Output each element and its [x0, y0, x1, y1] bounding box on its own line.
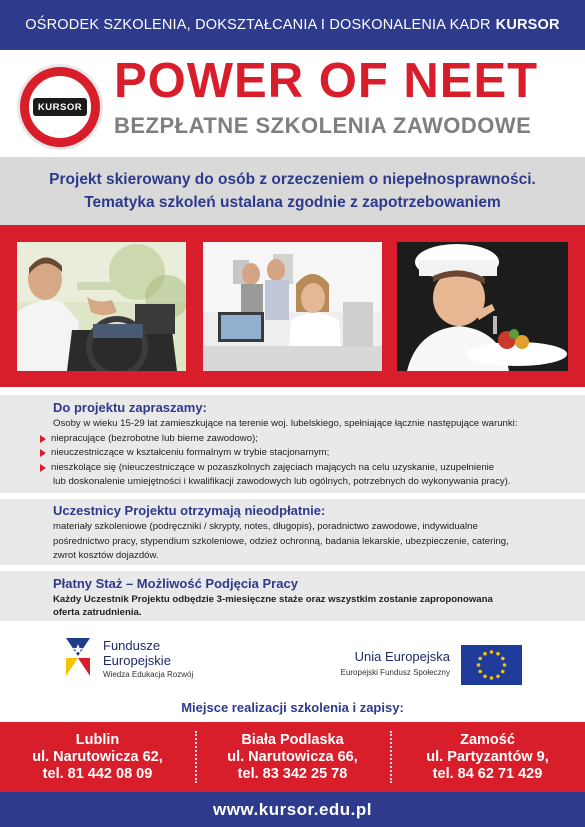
website-link[interactable]: www.kursor.edu.pl [212, 799, 372, 819]
benefits-heading: Uczestnicy Projektu otrzymają nieodpłatnie: [53, 503, 326, 518]
venue-phone: tel. 83 342 25 78 [237, 765, 348, 782]
internship-line-2: oferta zatrudnienia. [53, 607, 142, 618]
internship-section [0, 571, 585, 621]
invite-heading: Do projektu zapraszamy: [53, 400, 207, 415]
organization-name: OŚRODEK SZKOLENIA, DOKSZTAŁCANIA I DOSKONALENIA KADR [25, 17, 491, 33]
eu-fund: Europejski Fundusz Społeczny [340, 668, 450, 677]
invite-section [0, 395, 585, 493]
fe-name-line1: Fundusze [103, 638, 161, 653]
funding-logos [0, 625, 585, 698]
invite-item-3-continuation: lub doskonalenie umiejętności i kwalifikacji zawodowych lub ogólnych, potrzebnych do wykonywania pracy). [53, 476, 511, 487]
office-workers-photo [203, 242, 382, 371]
internship-heading: Płatny Staż – Możliwość Podjęcia Pracy [53, 576, 298, 591]
venue-phone: tel. 84 62 71 429 [432, 765, 543, 782]
venues-list [0, 722, 585, 792]
chef-plating-photo [397, 242, 568, 371]
venue-biala-podlaska [195, 722, 390, 792]
organization-brand: KURSOR [495, 17, 560, 33]
benefits-section [0, 499, 585, 565]
venue-lublin [0, 722, 195, 792]
kursor-logo [20, 67, 100, 147]
venue-address: ul. Narutowicza 62, [32, 748, 163, 765]
fe-program: Wiedza Edukacja Rozwój [103, 670, 194, 679]
invite-item-2: nieuczestniczące w kształceniu formalnym w trybie stacjonarnym; [39, 446, 578, 461]
page-subtitle: BEZPŁATNE SZKOLENIA ZAWODOWE [114, 113, 532, 138]
venue-address: ul. Narutowicza 66, [227, 748, 358, 765]
venue-city: Lublin [75, 731, 120, 748]
venue-city: Zamość [460, 731, 515, 748]
fe-name-line2: Europejskie [103, 653, 171, 668]
project-line-2: Tematyka szkoleń ustalana zgodnie z zapotrzebowaniem [84, 194, 501, 211]
benefits-line-2: pośrednictwo pracy, stypendium szkoleniowe, odzież ochronną, badania lekarskie, ubezpieczenie, catering, [53, 535, 509, 547]
eu-name: Unia Europejska [354, 649, 450, 664]
eu-flag-icon [461, 645, 522, 685]
benefits-line-1: materiały szkoleniowe (podręczniki / skrypty, notes, długopis), poradnictwo zawodowe, indywidualne [53, 521, 478, 532]
page-title: POWER OF NEET [114, 54, 539, 108]
person-in-wheelchair-photo [17, 242, 186, 371]
venue-zamosc [390, 722, 585, 792]
venues-label: Miejsce realizacji szkolenia i zapisy: [181, 700, 404, 715]
venue-address: ul. Partyzantów 9, [426, 748, 549, 765]
invite-item-1: niepracujące (bezrobotne lub bierne zawodowo); [39, 432, 578, 447]
venue-city: Biała Podlaska [241, 731, 344, 748]
photo-strip [0, 225, 585, 387]
organization-header [0, 0, 585, 50]
website-footer [0, 792, 585, 827]
kursor-logo-text: KURSOR [33, 98, 87, 116]
fundusze-europejskie-icon [62, 634, 94, 680]
project-line-1: Projekt skierowany do osób z orzeczeniem o niepełnosprawności. [49, 171, 536, 188]
venue-phone: tel. 81 442 08 09 [42, 765, 153, 782]
invite-intro: Osoby w wieku 15-29 lat zamieszkujące na terenie woj. lubelskiego, spełniające łącznie następujące warunki: [53, 418, 518, 429]
internship-line-1: Każdy Uczestnik Projektu odbędzie 3-miesięczne staże oraz wszystkim zostanie zaproponowana [53, 594, 493, 605]
benefits-line-3: zwrot kosztów dojazdów. [53, 550, 159, 561]
invite-item-3: nieszkolące się (nieuczestniczące w pozaszkolnych zajęciach mających na celu uzyskanie, uzupełnienie [39, 461, 578, 476]
project-description [0, 157, 585, 225]
